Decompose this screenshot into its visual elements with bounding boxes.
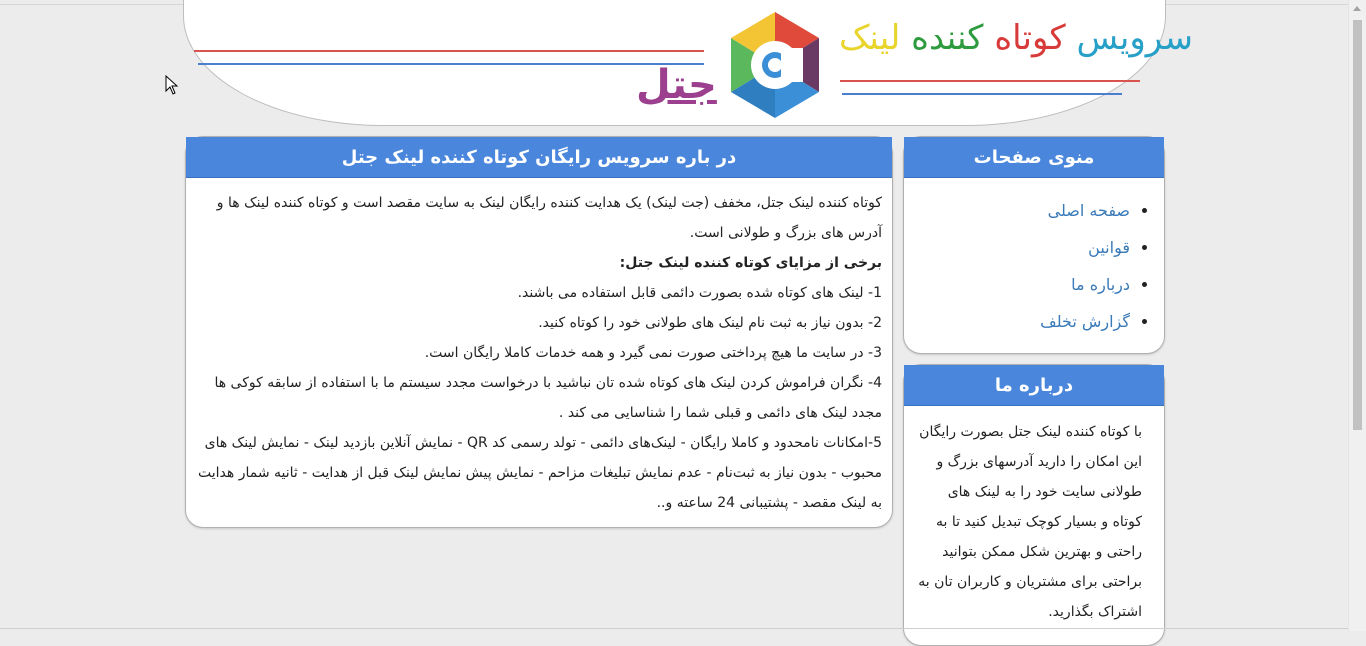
panel-title: درباره ما (904, 365, 1164, 406)
pages-menu-panel (903, 136, 1165, 354)
benefit-item: 3- در سایت ما هیچ پرداختی صورت نمی گیرد و همه خدمات کاملا رایگان است. (424, 345, 882, 361)
benefits-heading: برخی از مزایای کوتاه کننده لینک جتل: (619, 255, 882, 271)
panel-body (186, 178, 892, 518)
panel-title: منوی صفحات (904, 137, 1164, 178)
menu-item-about (904, 266, 1130, 303)
site-logo-icon[interactable] (727, 10, 823, 120)
menu-item-home (904, 192, 1130, 229)
panel-title: در باره سرویس رایگان کوتاه کننده لینک جتل (186, 137, 892, 178)
header-decor-line (840, 80, 1140, 82)
menu-link-home[interactable]: صفحه اصلی (1047, 201, 1130, 220)
site-header (183, 0, 1193, 126)
scroll-up-arrow-icon[interactable] (1353, 6, 1361, 11)
brand-name[interactable]: جتل (636, 62, 717, 108)
bottom-border (0, 628, 1366, 629)
site-title-word: کننده (911, 18, 984, 58)
header-decor-line (842, 93, 1122, 95)
site-title (839, 18, 1193, 58)
about-service-panel (185, 136, 893, 528)
about-us-panel (903, 364, 1165, 646)
benefit-item: 2- بدون نیاز به ثبت نام لینک های طولانی خود را کوتاه کنید. (538, 315, 882, 331)
header-decor-line (198, 63, 704, 65)
site-title-word: لینک (839, 18, 901, 58)
intro-text: کوتاه کننده لینک جتل، مخفف (جت لینک) یک هدایت کننده رایگان لینک به سایت مقصد است و کوتاه کننده لینک ها و آدرس های بزرگ و طولانی است. (216, 195, 882, 241)
benefit-item: 4- نگران فراموش کردن لینک های کوتاه شده تان نباشید با درخواست مجدد سیستم ما با استفاده از سابقه کوکی ها مجدد لینک های دائمی و قبلی شما را شناسایی می کند . (214, 375, 882, 421)
benefit-item: 5-امکانات نامحدود و کاملا رایگان - لینک‌های دائمی - تولد رسمی کد QR - نمایش آنلاین بازدید لینک - نمایش لینک های محبوب - بدون نیاز به ثبت‌نام - عدم نمایش تبلیغات مزاحم - نمایش پیش نمایش لینک قبل از هدایت - ثانیه شمار هدایت به لینک مقصد - پشتیبانی 24 ساعته و.. (197, 435, 882, 511)
scroll-thumb[interactable] (1353, 20, 1362, 430)
site-title-word: کوتاه (994, 18, 1066, 58)
site-title-word: سرویس (1076, 18, 1193, 58)
menu-item-rules (904, 229, 1130, 266)
page-scrollbar[interactable] (1348, 0, 1366, 631)
header-decor-line (194, 50, 704, 52)
menu-link-rules[interactable]: قوانین (1088, 238, 1130, 257)
pages-menu-list (904, 178, 1164, 340)
benefit-item: 1- لینک های کوتاه شده بصورت دائمی قابل استفاده می باشند. (517, 285, 882, 301)
mouse-cursor-icon (165, 75, 179, 95)
about-us-text: با کوتاه کننده لینک جتل بصورت رایگان این امکان را دارید آدرسهای بزرگ و طولانی سایت خود را به لینک های کوتاه و بسیار کوچک تبدیل کنید تا به راحتی و بهترین شکل ممکن بتوانید براحتی برای مشتریان و کاربران تان به اشتراک بگذارید. (918, 424, 1142, 620)
menu-link-about[interactable]: درباره ما (1071, 275, 1130, 294)
menu-item-report (904, 303, 1130, 340)
menu-link-report[interactable]: گزارش تخلف (1040, 312, 1130, 331)
